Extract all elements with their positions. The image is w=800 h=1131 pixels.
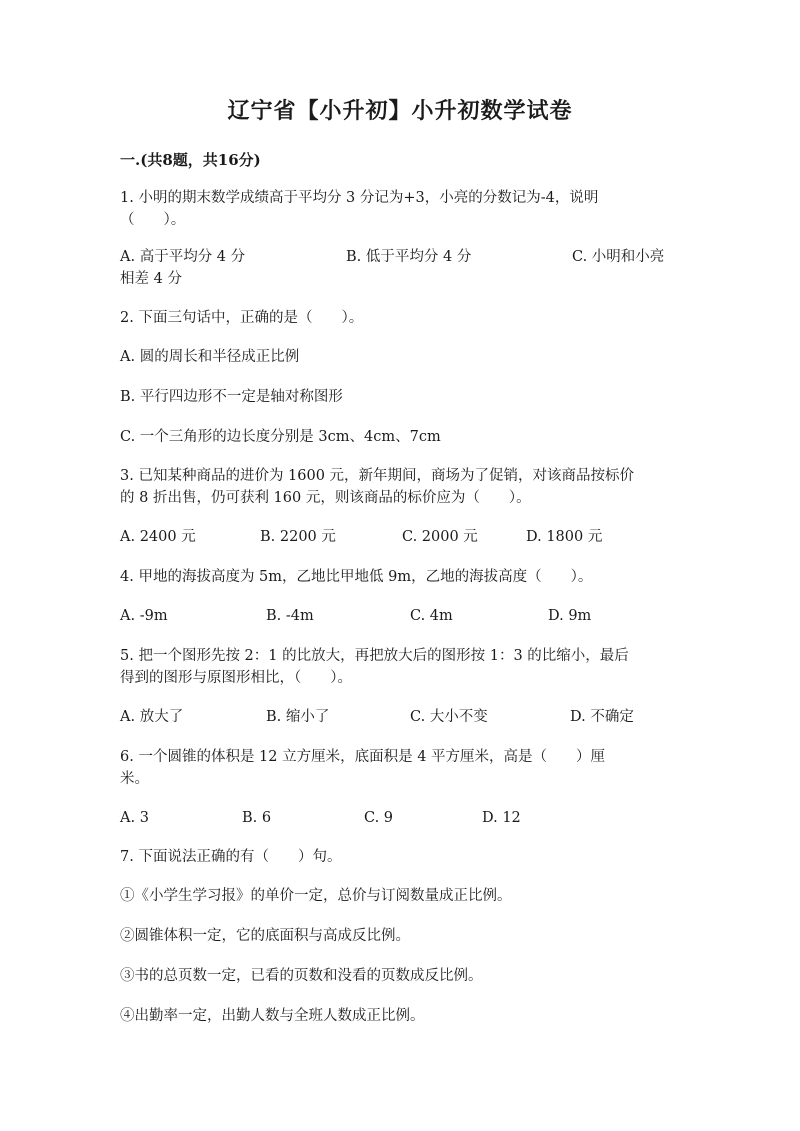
question-2-option-b: B. 平行四边形不一定是轴对称图形 [120, 389, 343, 405]
question-2-stem: 2. 下面三句话中，正确的是（ ）。 [120, 310, 364, 326]
question-5-option-b: B. 缩小了 [266, 709, 330, 725]
question-1-stem-line-1: 1. 小明的期末数学成绩高于平均分 3 分记为+3，小亮的分数记为-4，说明 [120, 190, 599, 206]
question-1-option-c: C. 小明和小亮 [572, 249, 665, 265]
question-6-option-d: D. 12 [482, 810, 521, 826]
question-6-stem-line-2: 米。 [120, 771, 149, 787]
question-6-option-a: A. 3 [120, 810, 149, 826]
question-6-option-b: B. 6 [242, 810, 272, 826]
question-7-statement-2: ②圆锥体积一定，它的底面积与高成反比例。 [120, 928, 410, 944]
question-7-statement-3: ③书的总页数一定，已看的页数和没看的页数成反比例。 [120, 968, 483, 984]
question-3-option-d: D. 1800 元 [526, 529, 603, 545]
question-5-option-d: D. 不确定 [570, 709, 634, 725]
question-3-stem-line-1: 3. 已知某种商品的进价为 1600 元，新年期间，商场为了促销，对该商品按标价 [120, 468, 635, 484]
question-5-stem-line-2: 得到的图形与原图形相比，（ ）。 [120, 670, 352, 686]
question-3-stem-line-2: 的 8 折出售，仍可获利 160 元，则该商品的标价应为（ ）。 [120, 490, 531, 506]
question-5-option-c: C. 大小不变 [410, 709, 488, 725]
question-4-stem: 4. 甲地的海拔高度为 5m，乙地比甲地低 9m，乙地的海拔高度（ ）。 [120, 569, 593, 585]
question-4-option-a: A. -9m [120, 608, 168, 624]
question-3-option-a: A. 2400 元 [120, 529, 196, 545]
exam-title: 辽宁省【小升初】小升初数学试卷 [227, 98, 573, 124]
section-heading: 一.(共8题，共16分) [120, 151, 261, 169]
question-1-stem-line-2: （ ）。 [120, 212, 186, 228]
question-7-stem: 7. 下面说法正确的有（ ）句。 [120, 849, 342, 865]
question-7-statement-1: ①《小学生学习报》的单价一定，总价与订阅数量成正比例。 [120, 888, 512, 904]
question-2-option-c: C. 一个三角形的边长度分别是 3cm、4cm、7cm [120, 429, 441, 445]
question-5-stem-line-1: 5. 把一个图形先按 2：1 的比放大，再把放大后的图形按 1：3 的比缩小，最后 [120, 648, 629, 664]
question-2-option-a: A. 圆的周长和半径成正比例 [120, 349, 300, 365]
question-1-option-b: B. 低于平均分 4 分 [346, 249, 472, 265]
question-6-stem-line-1: 6. 一个圆锥的体积是 12 立方厘米，底面积是 4 平方厘米，高是（ ）厘 [120, 749, 606, 765]
question-1-option-c-continued: 相差 4 分 [120, 271, 182, 287]
question-3-option-c: C. 2000 元 [402, 529, 478, 545]
question-4-option-c: C. 4m [410, 608, 453, 624]
question-3-option-b: B. 2200 元 [260, 529, 336, 545]
question-4-option-b: B. -4m [266, 608, 314, 624]
question-6-option-c: C. 9 [364, 810, 394, 826]
question-7-statement-4: ④出勤率一定，出勤人数与全班人数成正比例。 [120, 1008, 425, 1024]
question-5-option-a: A. 放大了 [120, 709, 184, 725]
question-4-option-d: D. 9m [548, 608, 592, 624]
question-1-option-a: A. 高于平均分 4 分 [120, 249, 246, 265]
